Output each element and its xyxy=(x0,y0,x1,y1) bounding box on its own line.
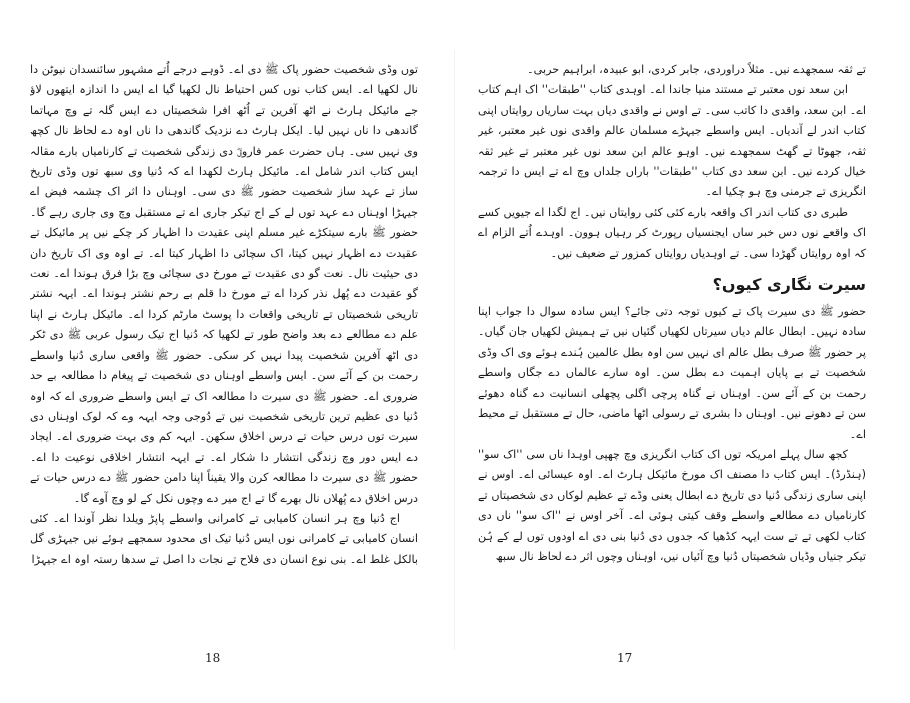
right-paragraph-3: طبری دی کتاب اندر اک واقعہ بارے کئی کئی روایتاں نیں۔ اج لگدا اے جیویں کسے اک واقعے نوں دس خبر ساں ایجنسیاں رپورٹ کر رہیاں ہوون۔ اوہدے اُتے الزام اے کہ اوہ روایتاں گھڑدا سی۔ تے اوہدیاں روایتاں کمزور تے ضعیف نیں۔ xyxy=(478,205,866,260)
right-paragraph-2: ابن سعد نوں معتبر تے مستند منیا جاندا اے۔ اوہدی کتاب ''طبقات'' اک اہم کتاب اے۔ ابن سعد، واقدی دا کاتب سی۔ تے اوس نے واقدی دیاں بہت ساریاں روایتاں اپنی کتاب اندر لے آندیاں۔ ایس واسطے جیہڑے مسلمان عالم واقدی نوں غیر معتبر، غیر ثقہ، جھوٹا تے گھٹ سمجھدے نیں۔ اوہو عالم ابن سعد نوں غیر معتبر تے غیر ثقہ خیال کردے نیں۔ ابن سعد دی کتاب ''طبقات'' باراں جلداں وچ اے تے ایس دا ترجمہ انگریزی تے جرمنی وچ ہو چکیا اے۔ xyxy=(478,83,866,199)
right-paragraph-4: حضور ﷺ دی سیرت پاک تے کیوں توجہ دتی جائے؟ ایس سادہ سوال دا جواب اپنا سادہ نہیں۔ ابطال عالم دیاں سیرتاں لکھیاں گئیاں نیں تے ہمیش لکھیاں جان گیاں۔ پر حضور ﷺ صرف بطل عالم ای نہیں سن اوہ بطل عالمین ہُندے ہوئے وی اک وڈی شخصیت تے بے پایاں اہمیت دے بطل سن۔ اوہ سارے عالماں دے جگاں واسطے رحمت بن کے آئے سن۔ اوہناں نے گناہ پرچی اگلی پچھلی انسانیت دے گناہ دھوئے سن تے دھونے نیں۔ اوہناں دا بشری تے رسولی اٹھا ماضی، حال تے مستقبل تے محیط اے۔ xyxy=(478,305,866,441)
left-paragraph-2: اج دُنیا وچ ہر انسان کامیابی تے کامرانی واسطے پاپڑ ویلدا نظر آوندا اے۔ کئی انسان کامیابی تے کامرانی نوں ایس دُنیا تیک ای محدود سمجھے ہوئے نیں جیہڑی گل بالکل غلط اے۔ بنی نوع انسان دی فلاح تے نجات دا اصل تے سدھا رستہ اوہ اے جیہڑا xyxy=(30,511,418,566)
right-page-number: 17 xyxy=(617,651,633,665)
section-heading: سیرت نگاری کیوں؟ xyxy=(712,275,866,295)
left-paragraph-1: توں وڈی شخصیت حضور پاک ﷺ دی اے۔ ڈوہے درجے اُتے مشہور سائنسدان نیوٹن دا نال لکھیا اے۔ ایس کتاب نوں کس احتیاط نال لکھیا گیا اے ایس دا اندازہ ایتھوں لاؤ جے مائیکل ہارٹ نے اٹھ آفرین تے اُٹھ افرا شخصیتاں دے ایس گلہ تے وچ مہاتما گاندھی دا ناں نہیں لیا۔ ایکل ہارٹ دے نزدیک گاندھی دا ناں اوہ دے لحاظ نال کچھ وی نہیں سی۔ ہاں حضرت عمر فاروقؓ دی زندگی شخصیت تے کارنامیاں بارے مقالہ ایس کتاب اندر شامل اے۔ مائیکل ہارٹ لکھدا اے کہ دُنیا وی سبھ توں وڈی تاریخ ساز تے عہد ساز شخصیت حضور ﷺ دی سی۔ اوہناں دا اثر اک چشمہ فیض اے جیہڑا اوہناں دے عہد توں لے کے اج تیکر جاری اے تے مستقبل وچ وی جاری رہے گا۔ حضور ﷺ بارے سیتکڑے غیر مسلم اپنی عقیدت دا اظہار کر چکے نیں پر مائیکل تے عقیدت دے اظہار نہیں کیتا، اک سچائی دا اظہار کیتا اے۔ تے اوہ وی اک تاریخ دان دی حیثیت نال۔ نعت گو دی عقیدت تے مورخ دی سچائی وچ بڑا فرق ہوندا اے۔ نعت گو عقیدت دے پُھل نذر کردا اے تے مورخ دا قلم بے رحم نشتر ہوندا اے۔ ایہہ نشتر تاریخی شخصیتاں تے تاریخی واقعات دا پوسٹ مارٹم کردا اے۔ مائیکل ہارٹ نے اپنا علم دے مطالعے دے بعد واضح طور تے لکھیا کہ دُنیا اج تیک رسول عربی ﷺ دی ٹکر دی اٹھ آفرین شخصیت پیدا نہیں کر سکی۔ حضور ﷺ واقعی ساری دُنیا واسطے رحمت بن کے آئے سن۔ ایس واسطے اوہناں دی شخصیت تے پیغام دا مطالعہ بے حد ضروری اے۔ حضور ﷺ دی سیرت دا مطالعہ اک تے ایس واسطے ضروری اے کہ اوہ دُنیا دی عظیم ترین تاریخی شخصیت نیں تے دُوجی وجہ ایہہ وے کہ لوک اوہناں دی سیرت توں درس حیات تے درس اخلاق سکھن۔ ایہہ کم وی بہت ضروری اے۔ ایجاد دے ایس دور وچ زندگی انتشار دا شکار اے۔ تے ایہہ انتشار اخلاقی نوعیت دا اے۔ حضور ﷺ دی سیرت دا مطالعہ کرن والا یقیناً اپنا دامن حضور ﷺ دے درس حیات تے درس اخلاق دے پُھلاں نال بھرے گا تے اج میر دے وچوں نکل کے لو وچ آوے گا۔ xyxy=(30,63,418,505)
right-paragraph-5: کجھ سال پہلے امریکہ توں اک کتاب انگریزی وچ چھپی اوہدا ناں سی ''اک سو'' (ہنڈرڈ)۔ ایس کتاب دا مصنف اک مورخ مائیکل ہارٹ اے۔ اوہ عیسائی اے۔ اوس نے اپنی ساری زندگی دُنیا دی تاریخ دے ابطال یعنی وڈے تے عظیم لوکاں دی شخصیتاں تے کارنامیاں دے مطالعے واسطے وقف کیتی ہوئی اے۔ آخر اوس نے ''اک سو'' ناں دی کتاب لکھی تے تے ست ایہہ کڈھیا کہ جدوں دی دُنیا بنی دی اے اودوں توں لے کے ہُن تیکر جنیاں وڈیاں شخصیتاں دُنیا وچ آئیاں نیں، اوہناں وچوں اثر دے لحاظ نال سبھ xyxy=(478,447,866,563)
page-gutter xyxy=(454,50,455,650)
right-paragraph-1: تے ثقہ سمجھدے نیں۔ مثلاً دراوردی، جابر کردی، ابو عبیدہ، ابراہیم حربی۔ xyxy=(527,63,866,76)
left-page-text xyxy=(30,60,418,645)
left-page-number: 18 xyxy=(205,651,221,665)
right-page-text xyxy=(478,60,866,645)
